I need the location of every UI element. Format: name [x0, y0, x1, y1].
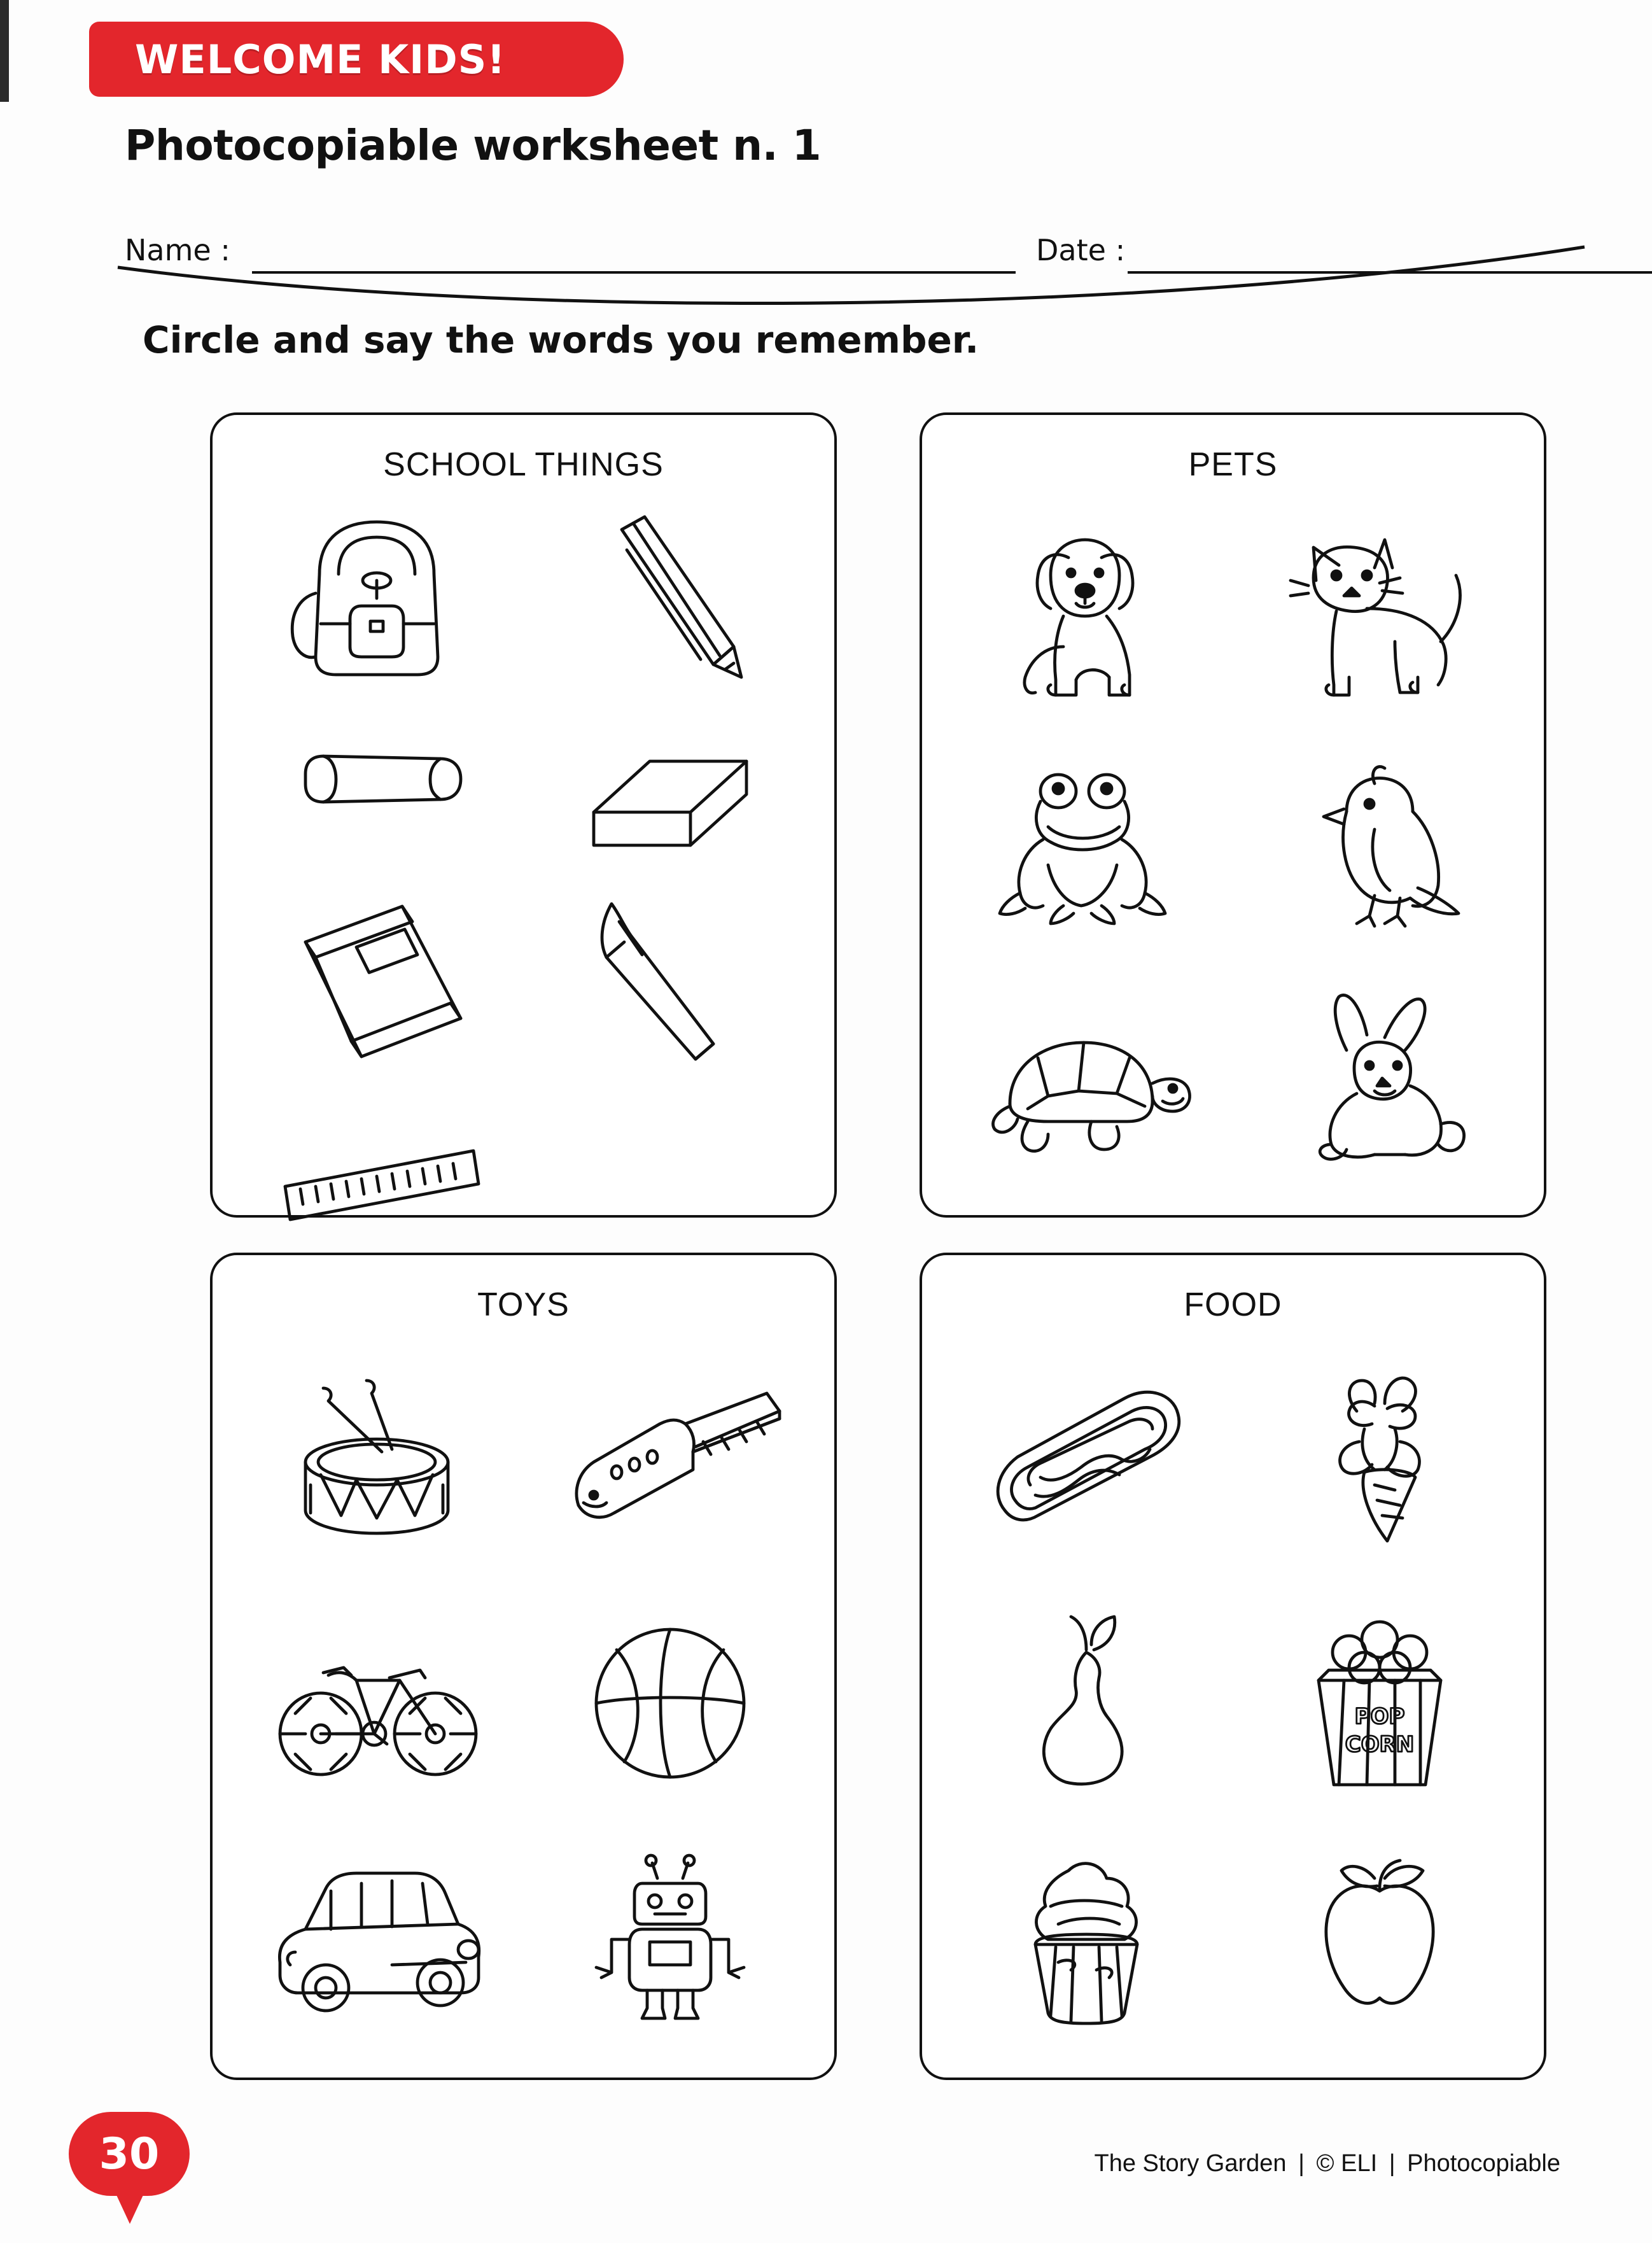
cupcake-icon[interactable] [959, 1845, 1214, 2036]
pen-icon[interactable] [543, 886, 797, 1077]
footer-credit-sep-1: | [1298, 2150, 1305, 2177]
box-pets-items [940, 504, 1526, 1197]
glue-stick-icon[interactable] [249, 695, 504, 886]
footer-credit [1092, 2150, 1564, 2177]
date-label: Date : [1036, 233, 1126, 267]
pear-icon[interactable] [959, 1607, 1214, 1797]
page-title: Photocopiable worksheet n. 1 [125, 121, 822, 170]
box-food[interactable] [920, 1253, 1546, 2080]
eraser-icon[interactable] [543, 695, 797, 886]
box-school-things[interactable] [210, 412, 837, 1218]
popcorn-text-pop: POP [1354, 1703, 1405, 1729]
popcorn-icon[interactable] [1252, 1607, 1507, 1797]
cat-icon[interactable] [1252, 524, 1507, 715]
date-input-line[interactable] [1128, 271, 1652, 274]
box-title-food: FOOD [1184, 1286, 1282, 1323]
backpack-icon[interactable] [249, 504, 504, 695]
dog-icon[interactable] [959, 524, 1214, 715]
ruler-icon[interactable] [249, 1077, 504, 1268]
apple-icon[interactable] [1252, 1845, 1507, 2036]
ball-icon[interactable] [543, 1607, 797, 1797]
robot-icon[interactable] [543, 1845, 797, 2036]
name-label: Name : [125, 233, 230, 267]
carrot-icon[interactable] [1252, 1368, 1507, 1559]
rabbit-icon[interactable] [1252, 987, 1507, 1178]
popcorn-text-corn: CORN [1345, 1731, 1414, 1757]
welcome-banner-label: WELCOME KIDS! [135, 36, 506, 83]
name-input-line[interactable] [252, 271, 1016, 274]
footer-credit-note: Photocopiable [1407, 2150, 1560, 2177]
box-food-items [940, 1344, 1526, 2060]
frog-icon[interactable] [959, 756, 1214, 946]
box-title-toys: TOYS [477, 1286, 570, 1323]
box-title-school-things: SCHOOL THINGS [383, 446, 664, 483]
train-icon[interactable] [543, 1368, 797, 1559]
box-toys[interactable] [210, 1253, 837, 2080]
bicycle-icon[interactable] [249, 1607, 504, 1797]
box-title-pets: PETS [1188, 446, 1278, 483]
pencil-icon[interactable] [543, 504, 797, 695]
box-pets[interactable] [920, 412, 1546, 1218]
box-toys-items [230, 1344, 816, 2060]
name-date-row [125, 216, 1588, 274]
book-icon[interactable] [249, 886, 504, 1077]
worksheet-grid [210, 412, 1546, 2080]
instruction-text: Circle and say the words you remember. [143, 318, 979, 362]
book-spine-mark [0, 0, 9, 102]
footer-credit-title: The Story Garden [1094, 2150, 1287, 2177]
car-icon[interactable] [249, 1845, 504, 2036]
box-school-things-items [230, 504, 816, 1197]
bird-icon[interactable] [1252, 756, 1507, 946]
page-number: 30 [99, 2128, 160, 2179]
hot-dog-icon[interactable] [959, 1368, 1214, 1559]
page-number-badge [69, 2112, 190, 2196]
footer-credit-sep-2: | [1389, 2150, 1396, 2177]
drum-icon[interactable] [249, 1368, 504, 1559]
footer-credit-publisher: © ELI [1316, 2150, 1378, 2177]
welcome-banner [89, 22, 624, 97]
turtle-icon[interactable] [959, 987, 1214, 1178]
